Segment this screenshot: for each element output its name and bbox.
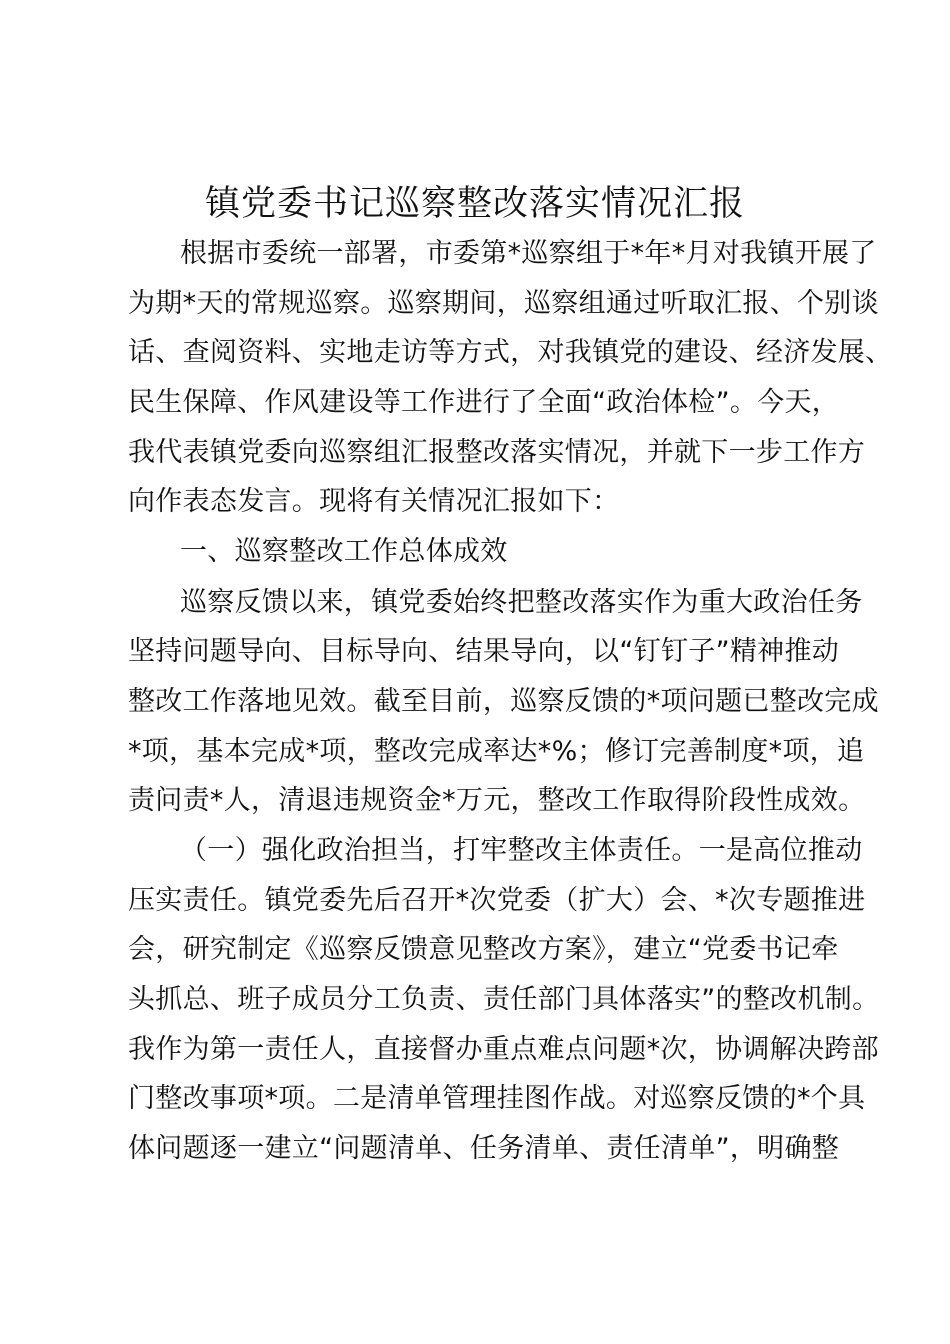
body-line-10: *项，基本完成*项，整改完成率达*%；修订完善制度*项，追 xyxy=(128,736,865,767)
body-line-16: 门整改事项*项。二是清单管理挂图作战。对巡察反馈的*个具 xyxy=(128,1083,866,1114)
body-line-12: 压实责任。镇党委先后召开*次党委（扩大）会、*次专题推进 xyxy=(128,885,866,916)
body-line-8: 坚持问题导向、目标导向、结果导向，以“钉钉子”精神推动 xyxy=(128,636,840,667)
body-line-1: 根据市委统一部署，市委第*巡察组于*年*月对我镇开展了 xyxy=(180,238,877,269)
body-line-7: 巡察反馈以来，镇党委始终把整改落实作为重大政治任务 xyxy=(180,587,863,618)
body-line-6: 向作表态发言。现将有关情况汇报如下： xyxy=(128,486,620,517)
body-line-17: 体问题逐一建立“问题清单、任务清单、责任清单”，明确整 xyxy=(128,1133,840,1164)
body-line-2: 为期*天的常规巡察。巡察期间，巡察组通过听取汇报、个别谈 xyxy=(128,288,879,319)
body-line-4: 民生保障、作风建设等工作进行了全面“政治体检”。今天， xyxy=(128,387,840,418)
subsection-heading-1: （一）强化政治担当，打牢整改主体责任。一是高位推动 xyxy=(180,835,863,866)
body-line-11: 责问责*人，清退违规资金*万元，整改工作取得阶段性成效。 xyxy=(128,785,866,816)
body-line-13: 会，研究制定《巡察反馈意见整改方案》，建立“党委书记牵 xyxy=(128,934,839,965)
document-title: 镇党委书记巡察整改落实情况汇报 xyxy=(204,184,745,224)
body-line-15: 我作为第一责任人，直接督办重点难点问题*次，协调解决跨部 xyxy=(128,1034,879,1065)
body-line-3: 话、查阅资料、实地走访等方式，对我镇党的建设、经济发展、 xyxy=(128,337,893,368)
body-line-9: 整改工作落地见效。截至目前，巡察反馈的*项问题已整改完成 xyxy=(128,686,879,717)
section-heading-1: 一、巡察整改工作总体成效 xyxy=(180,536,508,567)
body-line-14: 头抓总、班子成员分工负责、责任部门具体落实”的整改机制。 xyxy=(128,984,880,1015)
body-line-5: 我代表镇党委向巡察组汇报整改落实情况，并就下一步工作方 xyxy=(128,437,866,468)
